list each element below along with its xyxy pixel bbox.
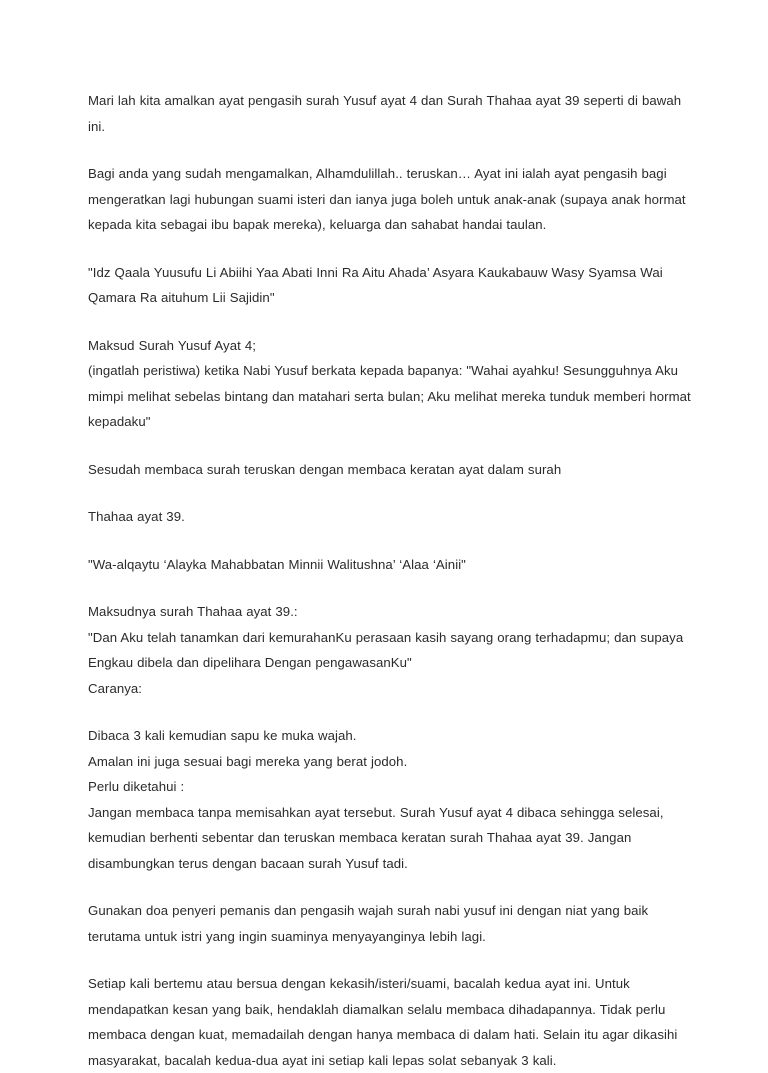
text-line: "Dan Aku telah tanamkan dari kemurahanKu perasaan kasih sayang orang terhadapmu; dan supaya Engkau dibela dan dipelihara Dengan pengawasanKu" (88, 629, 684, 670)
document-body (88, 88, 702, 1073)
text-line: (ingatlah peristiwa) ketika Nabi Yusuf berkata kepada bapanya: "Wahai ayahku! Sesungguhnya Aku mimpi melihat sebelas bintang dan matahari serta bulan; Aku melihat mereka tunduk memberi hormat kepadaku" (88, 363, 691, 429)
text-line: Jangan membaca tanpa memisahkan ayat tersebut. Surah Yusuf ayat 4 dibaca sehingga selesai, kemudian berhenti sebentar dan teruskan membaca keratan surah Thahaa ayat 39. Jangan disambungkan terus dengan bacaan surah Yusuf tadi. (88, 804, 664, 871)
text-line: Thahaa ayat 39. (88, 509, 185, 524)
text-line-label: Perlu diketahui : (88, 779, 185, 794)
text-line-heading: Maksud Surah Yusuf Ayat 4; (88, 337, 256, 353)
text-line: Amalan ini juga sesuai bagi mereka yang berat jodoh. (88, 753, 408, 769)
paragraph-method (88, 723, 702, 876)
text-line: Setiap kali bertemu atau bersua dengan kekasih/isteri/suami, bacalah kedua ayat ini. Untuk mendapatkan kesan yang baik, hendaklah diamalkan selalu membaca dihadapannya. Tidak perlu membaca dengan kuat, memadailah dengan hanya membaca di dalam hati. Selain itu agar dikasihi masyarakat, bacalah kedua-dua ayat ini setiap kali lepas solat sebanyak 3 kali. (88, 976, 678, 1068)
paragraph-thahaa-transliteration (88, 552, 702, 578)
paragraph-thahaa-meaning (88, 599, 702, 701)
text-line: Bagi anda yang sudah mengamalkan, Alhamdulillah.. teruskan… Ayat ini ialah ayat pengasih bagi mengeratkan lagi hubungan suami isteri dan ianya juga boleh untuk anak-anak (supaya anak hormat kepada kita sebagai ibu bapak mereka), keluarga dan sahabat handai taulan. (88, 166, 686, 232)
text-line: "Wa-alqaytu ‘Alayka Mahabbatan Minnii Walitushna’ ‘Alaa ‘Ainii" (88, 556, 466, 572)
paragraph-intro (88, 88, 702, 139)
text-line-label: Caranya: (88, 680, 143, 696)
text-line: "Idz Qaala Yuusufu Li Abiihi Yaa Abati Inni Ra Aitu Ahada’ Asyara Kaukabauw Wasy Syamsa Wai Qamara Ra aituhum Lii Sajidin" (88, 264, 663, 305)
paragraph-intention (88, 898, 702, 949)
paragraph-yusuf-transliteration (88, 260, 702, 311)
text-line-heading: Maksudnya surah Thahaa ayat 39.: (88, 604, 298, 619)
paragraph-after-reading (88, 457, 702, 483)
paragraph-practice (88, 971, 702, 1073)
text-line: Gunakan doa penyeri pemanis dan pengasih wajah surah nabi yusuf ini dengan niat yang baik terutama untuk istri yang ingin suaminya menyayanginya lebih lagi. (88, 903, 649, 944)
text-line: Dibaca 3 kali kemudian sapu ke muka wajah. (88, 728, 357, 743)
paragraph-yusuf-meaning (88, 333, 702, 435)
paragraph-pengamal-note (88, 161, 702, 238)
text-line: Mari lah kita amalkan ayat pengasih surah Yusuf ayat 4 dan Surah Thahaa ayat 39 seperti di bawah ini. (88, 93, 682, 134)
text-line: Sesudah membaca surah teruskan dengan membaca keratan ayat dalam surah (88, 461, 562, 477)
paragraph-thahaa-heading (88, 504, 702, 530)
